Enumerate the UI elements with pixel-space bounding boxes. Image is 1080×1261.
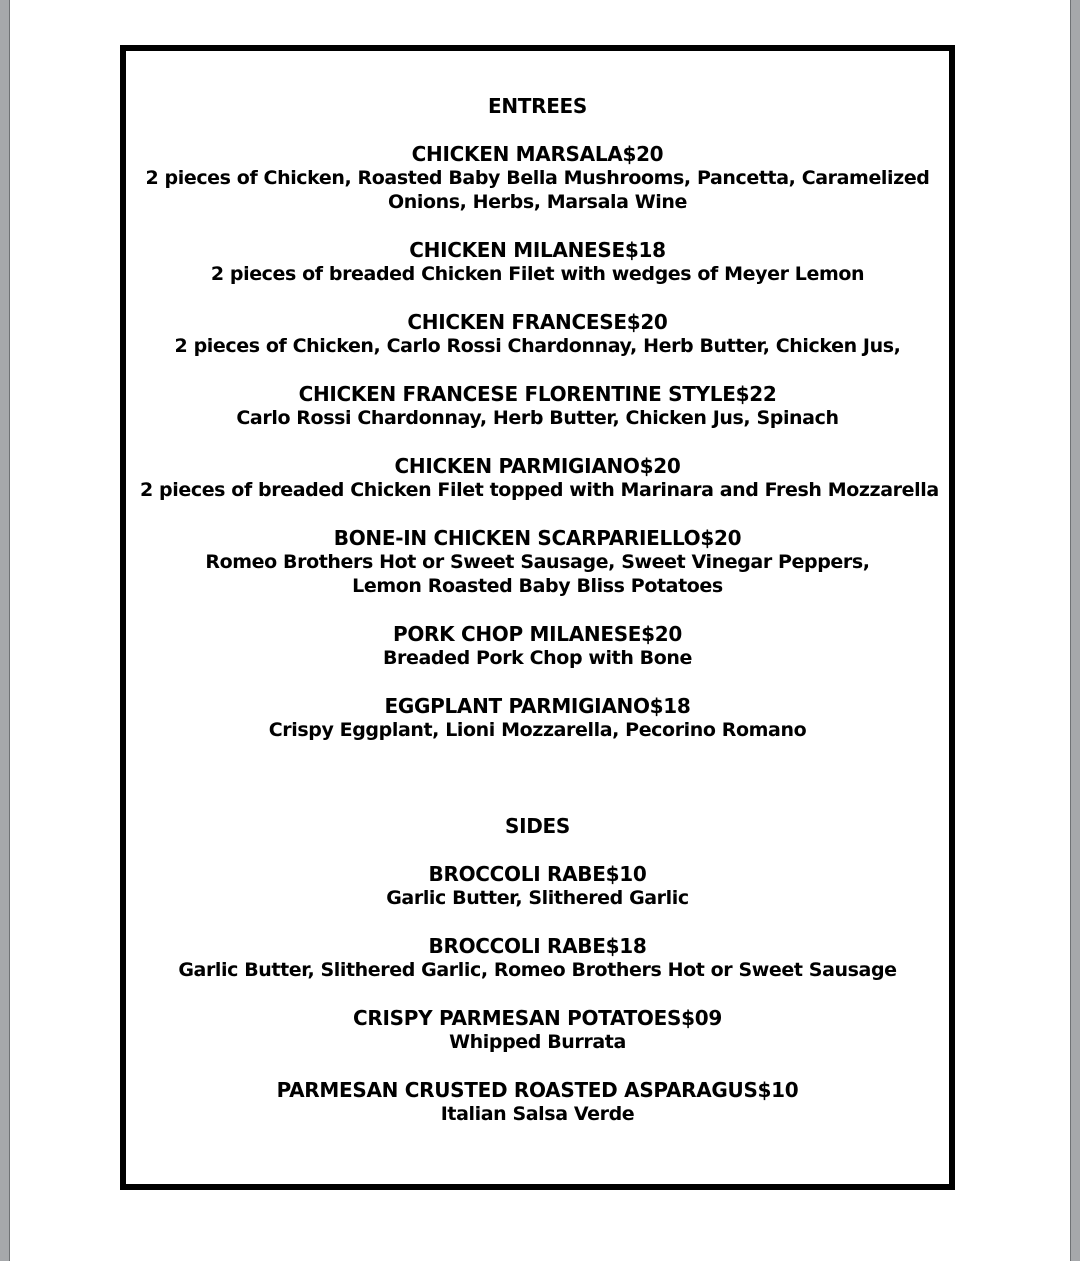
- item-description: 2 pieces of Chicken, Carlo Rossi Chardonnay, Herb Butter, Chicken Jus,: [174, 335, 901, 357]
- menu-item-chicken-milanese: [126, 238, 949, 286]
- item-description: Garlic Butter, Slithered Garlic: [386, 887, 689, 909]
- window-gutter-right: [1070, 0, 1080, 1261]
- item-name: EGGPLANT PARMIGIANO$18: [384, 694, 691, 718]
- menu-item-broccoli-rabe-sausage: [126, 934, 949, 982]
- item-description: Italian Salsa Verde: [440, 1103, 635, 1125]
- menu-item-chicken-francese: [126, 310, 949, 358]
- item-name: CHICKEN FRANCESE FLORENTINE STYLE$22: [298, 382, 777, 406]
- item-description: 2 pieces of Chicken, Roasted Baby Bella Mushrooms, Pancetta, Caramelized Onions, Herbs, Marsala Wine: [145, 167, 930, 213]
- item-name: PORK CHOP MILANESE$20: [392, 622, 683, 646]
- menu-item-chicken-marsala: [126, 142, 949, 214]
- menu-item-pork-chop-milanese: [126, 622, 949, 670]
- item-name: PARMESAN CRUSTED ROASTED ASPARAGUS$10: [276, 1078, 799, 1102]
- item-description: Crispy Eggplant, Lioni Mozzarella, Pecorino Romano: [268, 719, 807, 741]
- menu-item-broccoli-rabe: [126, 862, 949, 910]
- item-name: CHICKEN PARMIGIANO$20: [394, 454, 681, 478]
- item-description: 2 pieces of breaded Chicken Filet with wedges of Meyer Lemon: [210, 263, 865, 285]
- item-name: CHICKEN MILANESE$18: [409, 238, 666, 262]
- item-name: CHICKEN FRANCESE$20: [407, 310, 668, 334]
- item-description-line-1: Romeo Brothers Hot or Sweet Sausage, Sweet Vinegar Peppers,: [205, 551, 870, 573]
- menu-item-chicken-scarpariello: [126, 526, 949, 598]
- item-name: BROCCOLI RABE$10: [428, 862, 647, 886]
- item-name: CRISPY PARMESAN POTATOES$09: [353, 1006, 722, 1030]
- entrees-heading: ENTREES: [487, 94, 588, 118]
- item-description: Carlo Rossi Chardonnay, Herb Butter, Chicken Jus, Spinach: [236, 407, 839, 429]
- item-description: 2 pieces of breaded Chicken Filet topped with Marinara and Fresh Mozzarella: [140, 479, 939, 501]
- item-name: BROCCOLI RABE$18: [428, 934, 647, 958]
- menu-item-chicken-francese-florentine: [126, 382, 949, 430]
- menu-item-eggplant-parmigiano: [126, 694, 949, 742]
- menu-frame: [120, 45, 955, 1190]
- item-description: Whipped Burrata: [449, 1031, 626, 1053]
- item-description: Breaded Pork Chop with Bone: [382, 647, 693, 669]
- item-name: BONE-IN CHICKEN SCARPARIELLO$20: [333, 526, 742, 550]
- menu-item-chicken-parmigiano: [126, 454, 949, 502]
- item-description-line-2: Lemon Roasted Baby Bliss Potatoes: [352, 575, 723, 597]
- menu-item-crispy-parmesan-potatoes: [126, 1006, 949, 1054]
- document-page: [10, 0, 1070, 1261]
- sides-heading: SIDES: [504, 814, 570, 838]
- item-name: CHICKEN MARSALA$20: [411, 142, 664, 166]
- menu-item-parmesan-asparagus: [126, 1078, 949, 1126]
- item-description: Garlic Butter, Slithered Garlic, Romeo Brothers Hot or Sweet Sausage: [178, 959, 897, 981]
- window-gutter-left: [0, 0, 10, 1261]
